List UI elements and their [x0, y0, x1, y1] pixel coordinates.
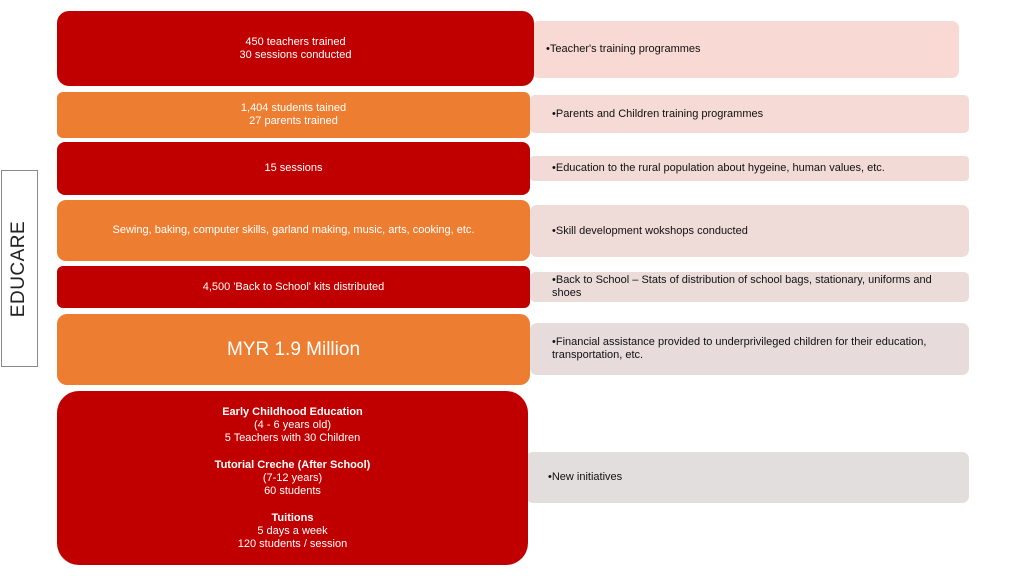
desc-text: •Back to School – Stats of distribution of school bags, stationary, uniforms and shoes: [552, 274, 932, 299]
initiative-line: 5 Teachers with 30 Children: [224, 431, 361, 444]
initiative-line: 60 students: [264, 484, 321, 497]
initiative-title: Early Childhood Education: [222, 405, 363, 418]
initiative-line: 120 students / session: [237, 537, 348, 550]
stat-line: 15 sessions: [264, 162, 323, 174]
stat-box-teachers: [57, 11, 534, 86]
stat-box-sessions: [57, 142, 530, 195]
desc-text: •Teacher's training programmes: [546, 43, 701, 55]
stat-box-students-parents: [57, 92, 530, 138]
stat-amount: MYR 1.9 Million: [226, 338, 361, 360]
initiative-title: Tutorial Creche (After School): [214, 458, 371, 471]
desc-new-initiatives: [526, 452, 969, 503]
desc-text: •Education to the rural population about hygeine, human values, etc.: [552, 162, 885, 174]
stat-line: 30 sessions conducted: [239, 48, 352, 61]
stat-line: 450 teachers trained: [245, 35, 346, 48]
desc-text: •Financial assistance provided to underprivileged children for their education, transportation, etc.: [552, 336, 927, 361]
initiative-title: Tuitions: [271, 511, 314, 524]
desc-skill-development: [530, 205, 969, 257]
desc-text: •New initiatives: [548, 471, 623, 483]
stat-line: Sewing, baking, computer skills, garland making, music, arts, cooking, etc.: [112, 224, 475, 236]
desc-parents-children-training: [530, 95, 969, 133]
stat-line: 1,404 students tained: [240, 102, 347, 114]
desc-teachers-training: [532, 21, 959, 78]
side-label-text: EDUCARE: [8, 220, 30, 317]
desc-text: •Parents and Children training programmes: [552, 107, 764, 120]
stat-box-financial: [57, 314, 530, 385]
initiatives-box: [57, 391, 528, 565]
initiative-line: 5 days a week: [257, 524, 328, 537]
stat-line: 27 parents trained: [249, 115, 338, 127]
desc-rural-education: [530, 156, 969, 181]
desc-text: •Skill development wokshops conducted: [552, 224, 748, 237]
stat-line: 4,500 'Back to School' kits distributed: [202, 280, 385, 293]
educare-side-label: [1, 170, 38, 367]
stat-box-kits: [57, 266, 530, 308]
stat-box-skills: [57, 200, 530, 261]
desc-financial-assistance: [530, 323, 969, 375]
initiative-line: (4 - 6 years old): [253, 418, 332, 431]
desc-back-to-school: [530, 272, 969, 302]
initiative-line: (7-12 years): [262, 471, 323, 484]
